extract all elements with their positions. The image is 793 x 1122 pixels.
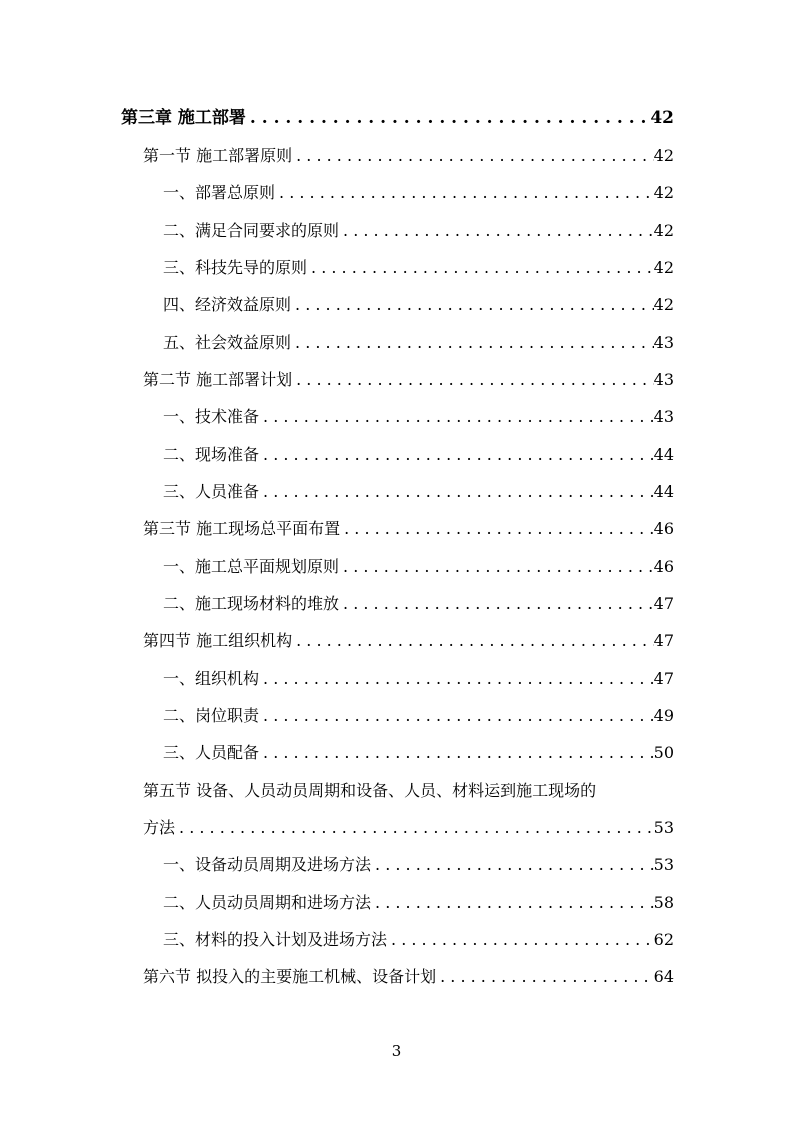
toc-entry-item[interactable] — [163, 555, 674, 579]
toc-entry-item[interactable] — [163, 443, 674, 467]
dot-leader — [259, 405, 654, 429]
toc-entry-page: 58 — [653, 893, 674, 912]
toc-entry-label: 四、经济效益原则 — [163, 295, 292, 314]
toc-entry-label: 五、社会效益原则 — [163, 333, 292, 352]
toc-entry-page: 42 — [653, 295, 674, 314]
toc-entry-item[interactable] — [163, 480, 674, 504]
toc-entry-item[interactable] — [163, 928, 674, 952]
toc-entry-label: 一、组织机构 — [163, 669, 260, 688]
toc-entry-page: 47 — [653, 669, 674, 688]
toc-entry-label: 二、满足合同要求的原则 — [163, 221, 340, 240]
toc-entry-item[interactable] — [163, 592, 674, 616]
toc-entry-item[interactable] — [163, 181, 674, 205]
toc-entry-page: 42 — [653, 221, 674, 240]
dot-leader — [275, 181, 654, 205]
toc-entry-page: 43 — [653, 407, 674, 426]
toc-entry-label: 方法 — [143, 818, 176, 837]
dot-leader — [387, 928, 654, 952]
toc-entry-label: 第四节 施工组织机构 — [143, 631, 293, 650]
toc-entry-chapter-3[interactable] — [121, 106, 674, 130]
toc-entry-label: 一、技术准备 — [163, 407, 260, 426]
toc-entry-section-2[interactable] — [143, 368, 674, 392]
toc-entry-page: 47 — [653, 594, 674, 613]
toc-entry-page: 53 — [653, 818, 674, 837]
toc-entry-page: 44 — [653, 482, 674, 501]
dot-leader — [259, 443, 654, 467]
dot-leader — [292, 629, 654, 653]
toc-entry-section-4[interactable] — [143, 629, 674, 653]
dot-leader — [292, 144, 654, 168]
toc-entry-page: 42 — [653, 183, 674, 202]
toc-entry-label: 一、设备动员周期及进场方法 — [163, 855, 372, 874]
toc-entry-label: 二、人员动员周期和进场方法 — [163, 893, 372, 912]
toc-entry-page: 43 — [653, 370, 674, 389]
page-number: 3 — [391, 1042, 402, 1060]
toc-entry-page: 64 — [653, 967, 674, 986]
toc-entry-page: 46 — [653, 519, 674, 538]
toc-entry-label: 第二节 施工部署计划 — [143, 370, 293, 389]
dot-leader — [175, 816, 654, 840]
toc-entry-item[interactable] — [163, 891, 674, 915]
dot-leader — [339, 592, 654, 616]
toc-entry-page: 42 — [650, 108, 674, 128]
toc-entry-page: 50 — [653, 743, 674, 762]
toc-entry-section-5[interactable] — [143, 816, 674, 840]
toc-entry-page: 47 — [653, 631, 674, 650]
dot-leader — [246, 106, 650, 130]
toc-entry-label: 三、科技先导的原则 — [163, 258, 308, 277]
dot-leader — [259, 704, 654, 728]
toc-entry-item[interactable] — [163, 405, 674, 429]
toc-entry-item[interactable] — [163, 667, 674, 691]
toc-entry-item[interactable] — [163, 256, 674, 280]
toc-entry-page: 42 — [653, 146, 674, 165]
dot-leader — [339, 219, 654, 243]
toc-entry-label: 二、岗位职责 — [163, 706, 260, 725]
toc-entry-section-6[interactable] — [143, 965, 674, 989]
toc-entry-item[interactable] — [163, 853, 674, 877]
toc-entry-label: 第一节 施工部署原则 — [143, 146, 293, 165]
dot-leader — [291, 331, 654, 355]
dot-leader — [340, 517, 654, 541]
toc-entry-section-1[interactable] — [143, 144, 674, 168]
dot-leader — [291, 293, 654, 317]
toc-entry-page: 49 — [653, 706, 674, 725]
dot-leader — [292, 368, 654, 392]
toc-entry-page: 62 — [653, 930, 674, 949]
dot-leader — [371, 853, 654, 877]
toc-entry-label: 一、部署总原则 — [163, 183, 276, 202]
toc-entry-section-3[interactable] — [143, 517, 674, 541]
toc-entry-label: 二、现场准备 — [163, 445, 260, 464]
toc-entry-label: 一、施工总平面规划原则 — [163, 557, 340, 576]
toc-entry-item[interactable] — [163, 704, 674, 728]
toc-entry-label: 三、人员配备 — [163, 743, 260, 762]
toc-entry-label: 第三章 施工部署 — [121, 108, 246, 128]
dot-leader — [339, 555, 654, 579]
dot-leader — [436, 965, 654, 989]
dot-leader — [259, 667, 654, 691]
toc-entry-item[interactable] — [163, 219, 674, 243]
toc-entry-label: 第六节 拟投入的主要施工机械、设备计划 — [143, 967, 437, 986]
toc-entry-page: 44 — [653, 445, 674, 464]
toc-entry-item[interactable] — [163, 741, 674, 765]
toc-entry-page: 46 — [653, 557, 674, 576]
toc-entry-page: 43 — [653, 333, 674, 352]
toc-entry-label: 三、人员准备 — [163, 482, 260, 501]
dot-leader — [307, 256, 654, 280]
toc-entry-label: 三、材料的投入计划及进场方法 — [163, 930, 388, 949]
dot-leader — [371, 891, 654, 915]
toc-entry-page: 53 — [653, 855, 674, 874]
toc-entry-item[interactable] — [163, 293, 674, 317]
toc-entry-item[interactable] — [163, 331, 674, 355]
toc-entry-label: 二、施工现场材料的堆放 — [163, 594, 340, 613]
toc-entry-page: 42 — [653, 258, 674, 277]
toc-entry-section-5-line1[interactable]: 第五节 设备、人员动员周期和设备、人员、材料运到施工现场的 — [143, 781, 597, 800]
toc-entry-label: 第三节 施工现场总平面布置 — [143, 519, 341, 538]
dot-leader — [259, 480, 654, 504]
dot-leader — [259, 741, 654, 765]
